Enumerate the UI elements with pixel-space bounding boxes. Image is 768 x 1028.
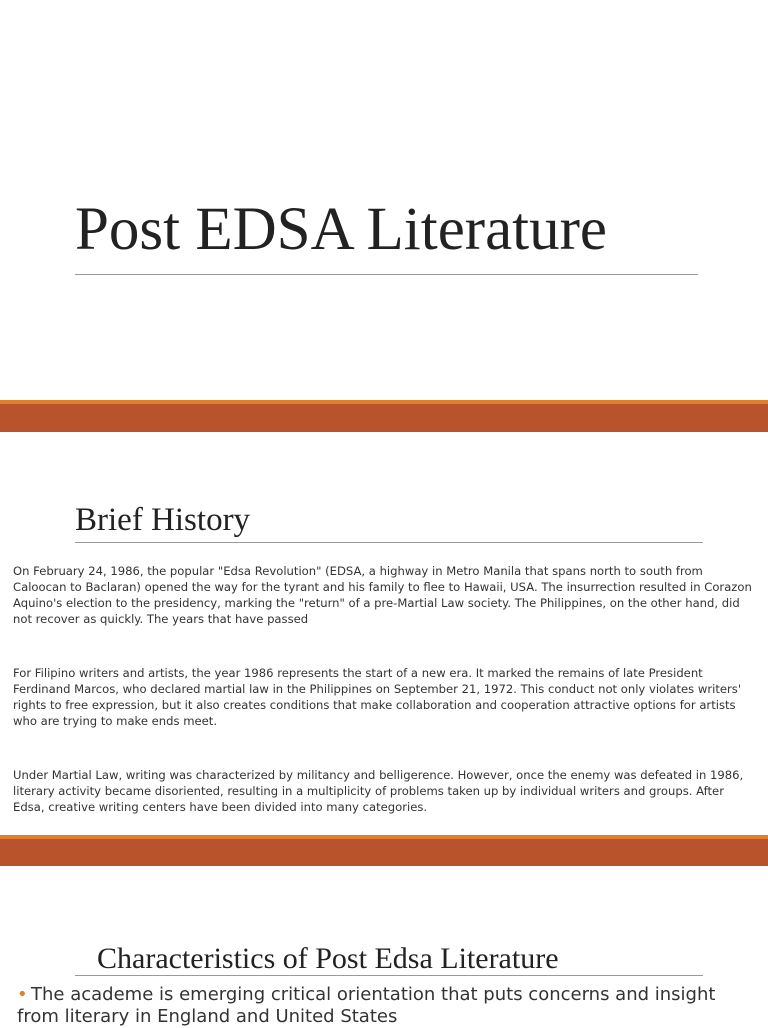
bullet-icon: • bbox=[17, 984, 28, 1005]
slide-divider bbox=[0, 400, 768, 432]
history-paragraph: Under Martial Law, writing was characterized by militancy and belligerence. However, once the enemy was defeated in 1986, literary activity became disoriented, resulting in a multiplicity of problems taken up by individual writers and groups. After Edsa, creative writing centers have been divided into many categories. bbox=[13, 768, 744, 814]
history-slide bbox=[0, 432, 768, 835]
section-title-underline bbox=[75, 975, 703, 976]
section-title-underline bbox=[75, 542, 703, 543]
history-paragraph: For Filipino writers and artists, the year 1986 represents the start of a new era. It marked the remains of late President Ferdinand Marcos, who declared martial law in the Philippines on September 21, 1972. This conduct not only violates writers' rights to free expression, but it also creates conditions that make collaboration and cooperation attractive options for artists who are trying to make ends meet. bbox=[13, 666, 742, 728]
characteristics-slide bbox=[0, 866, 768, 1027]
slide-title: Post EDSA Literature bbox=[75, 196, 607, 263]
bullet-text: The academe is emerging critical orientation that puts concerns and insight from literary in England and United States bbox=[17, 984, 716, 1027]
title-underline bbox=[75, 274, 698, 275]
history-paragraph: On February 24, 1986, the popular "Edsa Revolution" (EDSA, a highway in Metro Manila that spans north to south from Caloocan to Baclaran) opened the way for the tyrant and his family to flee to Hawaii, USA. The insurrection resulted in Corazon Aquino's election to the presidency, marking the "return" of a pre-Martial Law society. The Philippines, on the other hand, did not recover as quickly. The years that have passed bbox=[13, 564, 752, 626]
section-title: Characteristics of Post Edsa Literature bbox=[97, 942, 559, 975]
section-title: Brief History bbox=[75, 502, 251, 538]
title-slide bbox=[0, 0, 768, 400]
slide-divider bbox=[0, 835, 768, 866]
bullet-item bbox=[17, 984, 752, 1028]
